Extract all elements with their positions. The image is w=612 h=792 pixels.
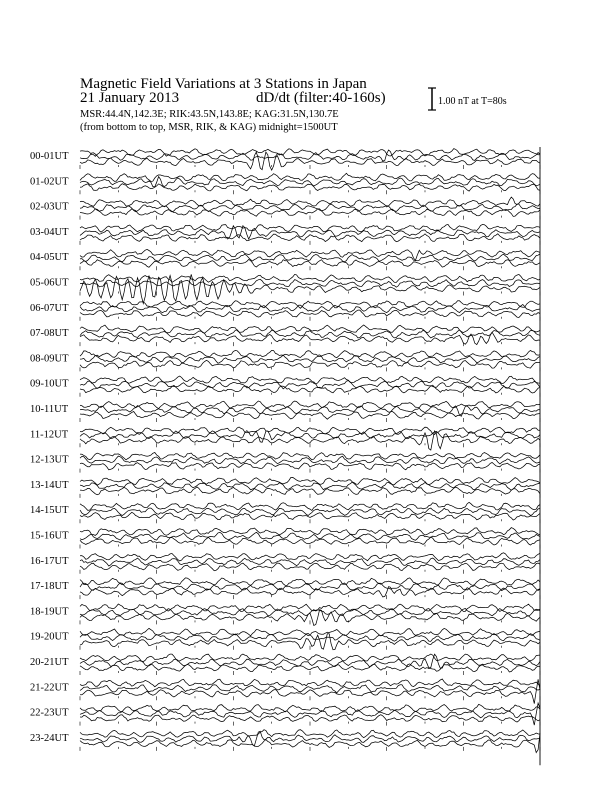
station-trace bbox=[80, 427, 540, 435]
station-trace bbox=[80, 260, 540, 268]
scale-bar-label: 1.00 nT at T=80s bbox=[438, 96, 507, 107]
station-trace bbox=[80, 355, 540, 363]
row-label: 14-15UT bbox=[30, 505, 69, 517]
station-trace bbox=[80, 249, 540, 260]
row-label: 06-07UT bbox=[30, 302, 69, 314]
station-trace bbox=[80, 149, 540, 157]
station-coordinates: MSR:44.4N,142.3E; RIK:43.5N,143.8E; KAG:31.5N,130.7E bbox=[80, 109, 339, 120]
row-label: 10-11UT bbox=[30, 404, 69, 415]
station-trace bbox=[80, 532, 540, 540]
station-trace bbox=[80, 628, 540, 636]
station-trace bbox=[80, 654, 540, 662]
chart-date: 21 January 2013 bbox=[80, 90, 180, 106]
chart-title: Magnetic Field Variations at 3 Stations in Japan bbox=[80, 76, 367, 92]
row-label: 01-02UT bbox=[30, 176, 69, 188]
row-label: 17-18UT bbox=[30, 581, 69, 593]
row-label: 04-05UT bbox=[30, 252, 69, 264]
row-label: 07-08UT bbox=[30, 328, 69, 340]
station-trace bbox=[80, 173, 540, 181]
trace-rows bbox=[30, 147, 540, 765]
row-label: 16-17UT bbox=[30, 555, 69, 567]
station-trace bbox=[80, 310, 540, 317]
row-label: 13-14UT bbox=[30, 479, 69, 491]
station-trace bbox=[80, 679, 540, 687]
row-label: 05-06UT bbox=[30, 277, 69, 289]
row-label: 08-09UT bbox=[30, 353, 69, 365]
row-label: 20-21UT bbox=[30, 657, 69, 668]
row-label: 15-16UT bbox=[30, 530, 69, 542]
station-trace bbox=[80, 381, 540, 389]
station-trace bbox=[80, 487, 540, 495]
station-trace bbox=[80, 477, 540, 485]
station-trace bbox=[80, 563, 540, 571]
station-trace bbox=[80, 385, 540, 393]
station-trace bbox=[80, 583, 540, 591]
station-trace bbox=[80, 609, 540, 617]
row-label: 02-03UT bbox=[30, 201, 69, 213]
row-label: 22-23UT bbox=[30, 707, 69, 719]
station-trace bbox=[80, 401, 540, 409]
row-label: 09-10UT bbox=[30, 378, 69, 390]
scale-bar bbox=[428, 88, 436, 110]
row-label: 23-24UT bbox=[30, 732, 69, 744]
station-trace bbox=[80, 184, 540, 191]
station-trace bbox=[80, 360, 540, 368]
trace-order-note: (from bottom to top, MSR, RIK, & KAG) midnight=1500UT bbox=[80, 122, 338, 133]
row-label: 18-19UT bbox=[30, 606, 69, 618]
station-trace bbox=[80, 537, 540, 545]
station-trace bbox=[80, 197, 540, 207]
station-trace bbox=[80, 654, 540, 668]
row-label: 11-12UT bbox=[30, 429, 69, 441]
station-trace bbox=[80, 578, 540, 586]
chart-quantity: dD/dt (filter:40-160s) bbox=[256, 90, 386, 106]
station-trace bbox=[80, 209, 540, 217]
station-trace bbox=[80, 325, 540, 333]
station-trace bbox=[80, 604, 540, 612]
station-trace bbox=[80, 376, 540, 384]
row-label: 00-01UT bbox=[30, 151, 69, 162]
station-trace bbox=[80, 704, 540, 712]
row-label: 12-13UT bbox=[30, 454, 69, 466]
row-label: 21-22UT bbox=[30, 682, 69, 694]
row-label: 19-20UT bbox=[30, 631, 69, 643]
row-label: 03-04UT bbox=[30, 226, 69, 238]
station-trace bbox=[80, 502, 540, 510]
station-trace bbox=[80, 685, 540, 693]
station-trace bbox=[80, 664, 540, 672]
